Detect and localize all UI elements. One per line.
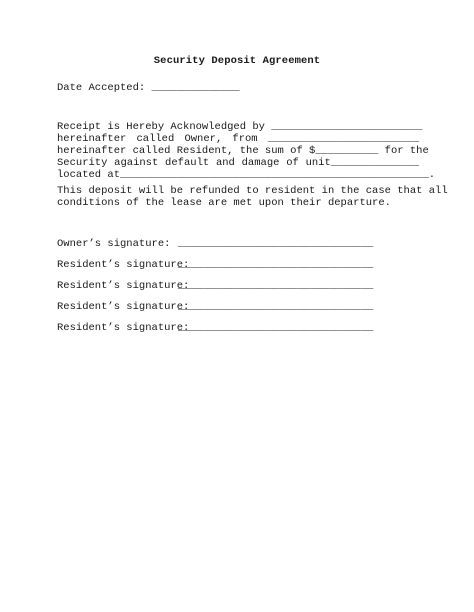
resident-signature-line-4: _______________________________	[178, 322, 374, 334]
date-accepted-line: Date Accepted: ______________	[57, 82, 240, 94]
document-title: Security Deposit Agreement	[153, 55, 321, 67]
resident-signature-label-1: Resident’s signature:	[57, 259, 190, 271]
resident-signature-line-2: _______________________________	[178, 280, 374, 292]
refund-line-1: This deposit will be refunded to resident in the case that all	[57, 185, 448, 197]
resident-signature-line-1: _______________________________	[178, 259, 374, 271]
receipt-line-3: hereinafter called Resident, the sum of $__________ for the	[57, 145, 429, 157]
receipt-line-4: Security against default and damage of unit______________	[57, 157, 419, 169]
resident-signature-line-3: _______________________________	[178, 301, 374, 313]
resident-signature-label-2: Resident’s signature:	[57, 280, 190, 292]
resident-signature-label-3: Resident’s signature:	[57, 301, 190, 313]
receipt-line-1: Receipt is Hereby Acknowledged by ________________________	[57, 121, 423, 133]
owner-signature-line: _______________________________	[178, 238, 374, 250]
receipt-line-2: hereinafter called Owner, from ________________________	[57, 133, 419, 145]
resident-signature-label-4: Resident’s signature:	[57, 322, 190, 334]
owner-signature-label: Owner’s signature:	[57, 238, 171, 250]
receipt-line-5: located at_________________________________________________.	[57, 169, 436, 181]
refund-line-2: conditions of the lease are met upon their departure.	[57, 197, 391, 209]
